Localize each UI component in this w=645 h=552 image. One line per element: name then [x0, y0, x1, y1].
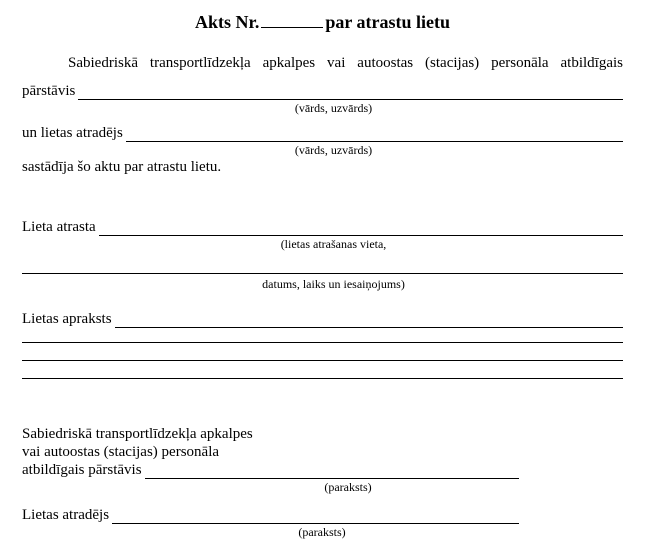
finder-row: [22, 124, 623, 142]
found-label: Lieta atrasta: [22, 219, 96, 235]
description-field-2[interactable]: [22, 342, 623, 343]
representative-row: [22, 82, 623, 100]
signature-rep-field[interactable]: [145, 464, 519, 479]
found-location-field[interactable]: [99, 221, 623, 236]
signature-finder-label: Lietas atradējs: [22, 507, 110, 523]
signature-finder-caption: (paraksts): [298, 525, 346, 539]
found-row: [22, 218, 623, 236]
signature-finder-row: [22, 506, 519, 524]
representative-caption: (vārds, uzvārds): [294, 101, 373, 115]
signature-finder-field[interactable]: [112, 509, 519, 524]
signature-rep-row: [22, 461, 519, 479]
representative-name-field[interactable]: [78, 85, 623, 100]
description-field-4[interactable]: [22, 378, 623, 379]
signature-rep-line-1: Sabiedriskā transportlīdzekļa apkalpes: [22, 426, 253, 442]
description-field-3[interactable]: [22, 360, 623, 361]
description-row: [22, 310, 623, 328]
signature-rep-line-2: vai autoostas (stacijas) personāla: [22, 444, 220, 460]
description-label: Lietas apraksts: [22, 311, 112, 327]
title-prefix: Akts Nr.: [194, 12, 260, 32]
signature-rep-caption: (paraksts): [324, 480, 372, 494]
intro-paragraph: Sabiedriskā transportlīdzekļa apkalpes vai autoostas (stacijas) personāla atbildīgais: [68, 55, 623, 71]
found-caption-2: datums, laiks un iesaiņojums): [262, 277, 405, 291]
description-field-1[interactable]: [115, 313, 623, 328]
title-suffix: par atrastu lietu: [325, 12, 451, 32]
finder-caption: (vārds, uzvārds): [294, 143, 373, 157]
act-number-blank[interactable]: [261, 13, 323, 28]
found-caption-1: (lietas atrašanas vieta,: [280, 237, 387, 251]
signature-rep-label: atbildīgais pārstāvis: [22, 462, 142, 478]
closing-text: sastādīja šo aktu par atrastu lietu.: [22, 159, 222, 175]
finder-label: un lietas atradējs: [22, 125, 123, 141]
finder-name-field[interactable]: [126, 127, 623, 142]
representative-label: pārstāvis: [22, 83, 76, 99]
found-details-field[interactable]: [22, 273, 623, 274]
page-title: [0, 12, 645, 33]
